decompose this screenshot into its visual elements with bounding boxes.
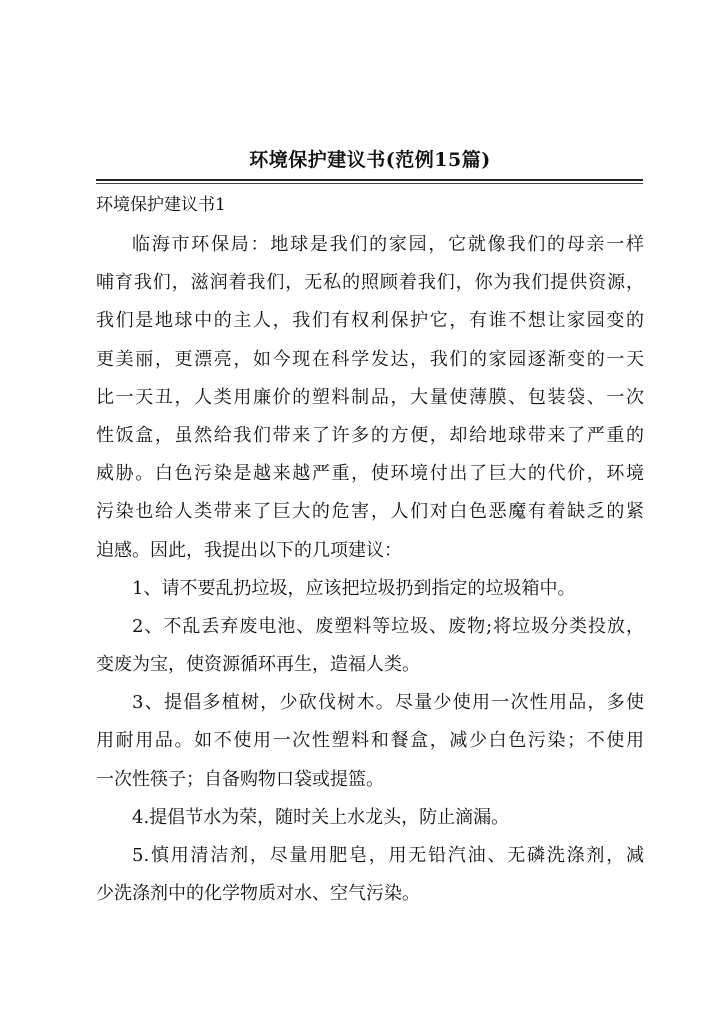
paragraph-4-line-2: 用耐用品。如不使用一次性塑料和餐盒，减少白色污染；不使用 [96,730,644,752]
paragraph-1-line-4: 更美丽，更漂亮，如今现在科学发达，我们的家园逐渐变的一天 [96,348,644,370]
paragraph-3-line-2: 变废为宝，使资源循环再生，造福人类。 [96,654,420,676]
document-title: 环境保护建议书(范例15篇) [249,149,491,171]
paragraph-1-line-2: 哺育我们，滋润着我们，无私的照顾着我们，你为我们提供资源， [96,272,644,294]
body-text [96,226,644,913]
paragraph-1-line-7: 威胁。白色污染是越来越严重，使环境付出了巨大的代价，环境 [96,463,644,485]
paragraph-2-line-1: 1、请不要乱扔垃圾，应该把垃圾扔到指定的垃圾箱中。 [132,577,576,599]
paragraph-6-line-2: 少洗涤剂中的化学物质对水、空气污染。 [96,883,420,905]
paragraph-3-line-1: 2、不乱丢弃废电池、废塑料等垃圾、废物;将垃圾分类投放， [132,615,644,637]
paragraph-1-line-5: 比一天丑，人类用廉价的塑料制品，大量使薄膜、包装袋、一次 [96,386,644,408]
paragraph-4-line-1: 3、提倡多植树，少砍伐树木。尽量少使用一次性用品，多使 [132,692,644,714]
paragraph-5-line-1: 4.提倡节水为荣，随时关上水龙头，防止滴漏。 [132,806,510,828]
title-divider [96,179,643,181]
section-heading: 环境保护建议书1 [96,195,226,215]
paragraph-4-line-3: 一次性筷子；自备购物口袋或提篮。 [96,768,384,790]
paragraph-1-line-8: 污染也给人类带来了巨大的危害，人们对白色恶魔有着缺乏的紧 [96,501,644,523]
paragraph-1-line-1: 临海市环保局：地球是我们的家园，它就像我们的母亲一样 [132,234,644,255]
paragraph-1-line-3: 我们是地球中的主人，我们有权利保护它，有谁不想让家园变的 [96,310,644,332]
title-divider-thin [96,183,643,184]
paragraph-6-line-1: 5.慎用清洁剂，尽量用肥皂，用无铅汽油、无磷洗涤剂，减 [132,845,644,866]
paragraph-1-line-6: 性饭盒，虽然给我们带来了许多的方便，却给地球带来了严重的 [96,424,644,446]
paragraph-1-line-9: 迫感。因此，我提出以下的几项建议： [96,539,402,561]
